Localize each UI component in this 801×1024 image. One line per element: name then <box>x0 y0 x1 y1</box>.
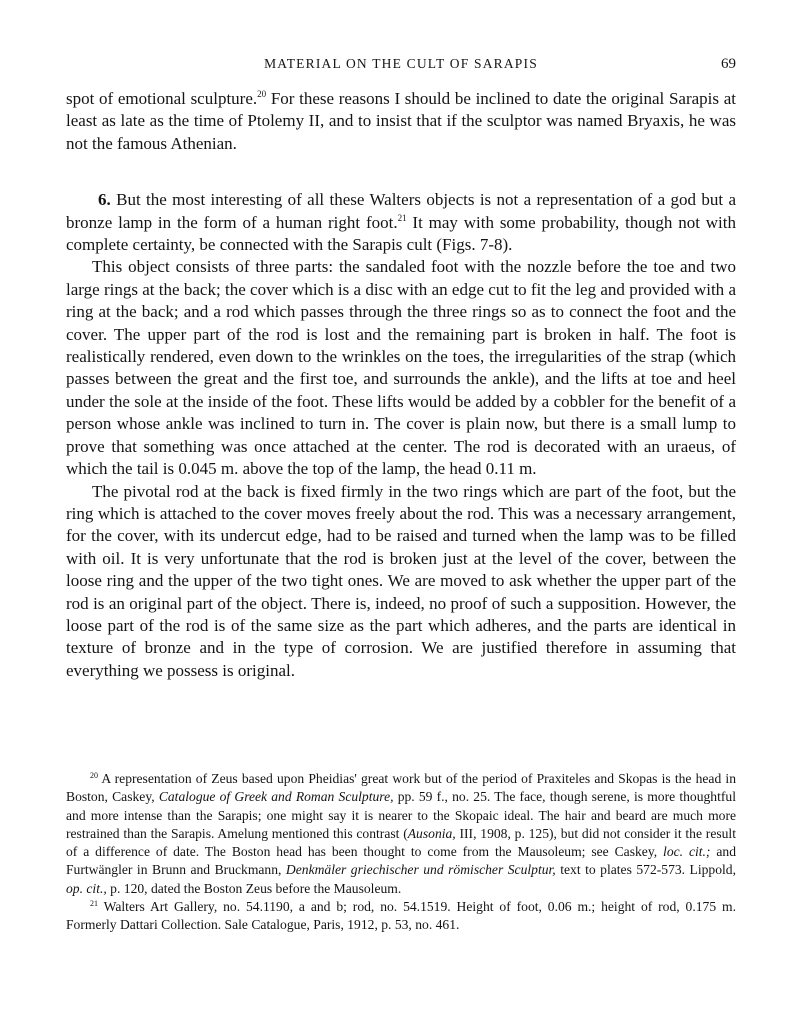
footnote-text: and Furtwängler in Brunn and Bruckmann, <box>66 844 736 878</box>
citation-title: Denkmäler griechischer und römischer Sculptur, <box>285 862 556 878</box>
citation-title: Catalogue of Greek and Roman Sculpture, <box>158 789 394 805</box>
footnote-21 <box>66 898 736 935</box>
running-head <box>66 56 736 76</box>
footnotes <box>66 770 736 935</box>
paragraph-description: This object consists of three parts: the sandaled foot with the nozzle before the toe and two large rings at the back; the cover which is a disc with an edge cut to fit the leg and provided with a ring at the back; and a rod which passes through the three rings so as to connect the foot and the cover. The upper part of the rod is lost and the remaining part is broken in half. The foot is realistically rendered, even down to the wrinkles on the toes, the irregularities of the strap (which passes between the great and the first toe, and surrounds the ankle), and the lifts at toe and heel under the sole at the inside of the foot. These lifts would be added by a cobbler for the benefit of a person whose ankle was inclined to turn in. The cover is plain now, but there is a small lump to prove that something was once attached at the center. The rod is decorated with an uraeus, of which the tail is 0.045 m. above the top of the lamp, the head 0.11 m. <box>66 257 736 479</box>
paragraph-continued <box>66 88 736 155</box>
footnote-text: text to plates 572-573. Lippold, <box>555 862 736 878</box>
running-title: MATERIAL ON THE CULT OF SARAPIS <box>264 56 538 71</box>
paragraph-text: For these reasons I should be inclined to date the original Sarapis at least as late as the time of Ptolemy II, and to insist that if the sculptor was named Bryaxis, he was not the famous Athenian. <box>66 89 736 153</box>
footnote-text: III, 1908, p. 125), but did not consider it the result of a difference of date. The Boston head has been thought to come from the Mausoleum; see Caskey, <box>66 825 736 860</box>
page-number: 69 <box>721 56 736 72</box>
footnote-mark: 20 <box>90 771 98 780</box>
paragraph-text: spot of emotional sculpture. <box>66 89 258 108</box>
footnote-text: pp. 59 f., no. 25. The face, though serene, is more thoughtful and more intense than the Sarapis; one might say it is nearer to the Skopaic ideal. The hair and beard are much more restrained than the Sarapis. Amelung mentioned this contrast ( <box>66 789 736 841</box>
footnote-20 <box>66 770 736 898</box>
main-text <box>66 88 736 682</box>
footnote-mark: 21 <box>90 899 98 909</box>
section-6-paragraph <box>66 189 736 256</box>
footnote-ref-21: 21 <box>397 212 407 223</box>
paragraph-text: But the most interesting of all these Walters objects is not a representation of a god but a bronze lamp in the form of a human right foot. <box>66 190 736 232</box>
paragraph-text: It may with some probability, though not with complete certainty, be connected with the Sarapis cult (Figs. 7-8). <box>66 212 736 255</box>
section-number: 6. <box>98 190 111 210</box>
citation-abbrev: loc. cit.; <box>663 844 711 860</box>
footnote-text: A representation of Zeus based upon Pheidias' great work but of the period of Praxiteles and Skopas is the head in Boston, Caskey, <box>66 771 736 805</box>
citation-abbrev: op. cit., <box>66 880 107 896</box>
footnote-ref-20: 20 <box>257 89 267 99</box>
citation-title: Ausonia, <box>407 825 456 841</box>
footnote-text: Walters Art Gallery, no. 54.1190, a and b; rod, no. 54.1519. Height of foot, 0.06 m.; height of rod, 0.175 m. Formerly Dattari Collection. Sale Catalogue, Paris, 1912, p. 53, no. 461. <box>66 899 736 933</box>
paragraph-rod: The pivotal rod at the back is fixed firmly in the two rings which are part of the foot, but the ring which is attached to the cover moves freely about the rod. This was a necessary arrangement, for the cover, with its undercut edge, had to be raised and turned when the lamp was to be filled with oil. It is very unfortunate that the rod is broken just at the level of the cover, between the loose ring and the upper of the two tight ones. We are moved to ask whether the upper part of the rod is an original part of the object. There is, indeed, no proof of such a supposition. However, the loose part of the rod is of the same size as the part which adheres, and the parts are identical in texture of bronze and in the type of corrosion. We are justified therefore in assuming that everything we possess is original. <box>66 481 736 680</box>
footnote-text: p. 120, dated the Boston Zeus before the Mausoleum. <box>106 880 402 896</box>
